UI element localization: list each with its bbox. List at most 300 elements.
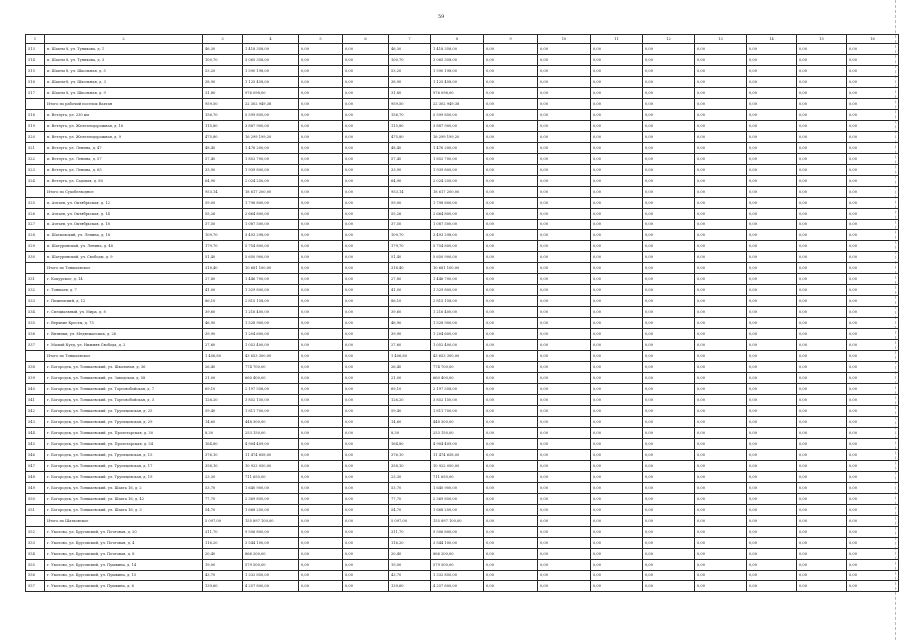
table-row [26,230,899,241]
value-cell: 5 097,00 [203,515,243,526]
value-cell: 2 815 158,00 [243,296,299,307]
value-cell: 5 754 800,00 [431,241,484,252]
column-header-6: 6 [343,35,389,44]
value-cell: 0,00 [695,438,747,449]
value-cell: 3 065 358,00 [431,54,484,65]
value-cell: 0,00 [695,197,747,208]
column-header-5: 5 [299,35,343,44]
value-cell: 0,00 [643,65,695,76]
value-cell: 0,00 [484,186,538,197]
value-cell: 0,00 [591,307,643,318]
value-cell: 0,00 [695,44,747,55]
value-cell: 0,00 [847,197,899,208]
value-cell: 0,00 [695,230,747,241]
value-cell: 5 754 800,00 [243,241,299,252]
value-cell: 0,00 [343,186,389,197]
row-number-cell: 555 [26,559,45,570]
value-cell: 0,00 [538,87,591,98]
address-cell: п. Шахты 8, ул. Тупикова, д. 1 [45,44,203,55]
value-cell: 0,00 [747,285,797,296]
value-cell: 0,00 [643,340,695,351]
table-row [26,142,899,153]
value-cell: 109,70 [389,230,431,241]
value-cell: 0,00 [591,405,643,416]
value-cell: 0,00 [797,460,847,471]
value-cell: 2 024 250,00 [431,175,484,186]
value-cell: 0,00 [484,54,538,65]
value-cell: 1 446 700,00 [243,274,299,285]
value-cell: 0,00 [695,351,747,362]
value-cell: 0,00 [299,44,343,55]
value-cell: 0,00 [695,340,747,351]
value-cell: 253 150,00 [431,427,484,438]
table-row [26,307,899,318]
value-cell: 0,00 [484,241,538,252]
table-row [26,164,899,175]
value-cell: 0,00 [538,416,591,427]
table-row [26,87,899,98]
value-cell: 0,00 [538,109,591,120]
address-cell: п. Шатковский, ул. Ленина, д. 18 [45,230,203,241]
value-cell: 0,00 [299,285,343,296]
address-cell: Итого по рабочий поселок Вахтан [45,98,203,109]
value-cell: 0,00 [591,526,643,537]
value-cell: 0,00 [299,362,343,373]
value-cell: 55,26 [389,208,431,219]
value-cell: 0,00 [299,263,343,274]
row-number-cell: 537 [26,340,45,351]
value-cell: 0,00 [747,307,797,318]
value-cell: 0,00 [847,515,899,526]
value-cell: 959,50 [389,98,431,109]
value-cell: 0,00 [797,197,847,208]
value-cell: 0,00 [747,405,797,416]
value-cell: 0,00 [484,164,538,175]
address-cell: г. Богородск, ул. Тоншаевский, ул. Шахта 16, д. 3 [45,504,203,515]
value-cell: 0,00 [538,395,591,406]
value-cell: 253 150,00 [243,427,299,438]
value-cell: 0,00 [695,131,747,142]
value-cell: 0,00 [747,395,797,406]
value-cell: 0,00 [847,427,899,438]
value-cell: 358,10 [389,460,431,471]
value-cell: 0,00 [695,307,747,318]
value-cell: 3 065 358,00 [243,54,299,65]
value-cell: 139,60 [389,581,431,592]
table-row [26,405,899,416]
value-cell: 53,70 [203,482,243,493]
value-cell: 4 904 409,00 [431,438,484,449]
value-cell: 0,00 [343,460,389,471]
value-cell: 0,00 [797,208,847,219]
value-cell: 0,00 [797,54,847,65]
value-cell: 0,00 [484,471,538,482]
value-cell: 1 204 600,00 [243,329,299,340]
value-cell: 0,00 [747,76,797,87]
value-cell: 953,14 [203,186,243,197]
value-cell: 0,00 [695,54,747,65]
value-cell: 0,00 [343,153,389,164]
table-row [26,285,899,296]
table-row [26,340,899,351]
value-cell: 0,00 [538,570,591,581]
value-cell: 0,00 [747,230,797,241]
value-cell: 100,70 [389,54,431,65]
value-cell: 0,00 [643,460,695,471]
value-cell: 0,00 [747,54,797,65]
value-cell: 1 590 198,00 [431,65,484,76]
value-cell: 0,00 [591,329,643,340]
value-cell: 0,00 [847,559,899,570]
address-cell: г. Уколово, ул. Брусовский, ул. Пушкина, д. 15 [45,570,203,581]
row-number-cell: 527 [26,219,45,230]
address-cell: г. Богородск, ул. Тоншаевский, ул. Школьная, д. 36 [45,362,203,373]
value-cell: 0,00 [747,241,797,252]
row-number-cell: 519 [26,120,45,131]
address-cell: г. Богородск, ул. Тоншаевский, ул. Трупецовская, д. 15 [45,449,203,460]
value-cell: 0,00 [797,329,847,340]
value-cell: 69,10 [389,384,431,395]
value-cell: 0,00 [643,296,695,307]
value-cell: 115,80 [389,120,431,131]
value-cell: 0,00 [299,329,343,340]
table-row [26,395,899,406]
value-cell: 0,00 [484,76,538,87]
table-row [26,44,899,55]
value-cell: 0,00 [695,208,747,219]
address-cell: г. Кокурское, д. 14 [45,274,203,285]
value-cell: 0,00 [484,515,538,526]
value-cell: 0,00 [538,219,591,230]
value-cell: 33,90 [389,164,431,175]
value-cell: 126,20 [389,395,431,406]
value-cell: 0,00 [847,164,899,175]
value-cell: 0,00 [695,153,747,164]
value-cell: 0,00 [343,373,389,384]
value-cell: 0,00 [591,537,643,548]
value-cell: 0,00 [695,252,747,263]
value-cell: 0,00 [299,175,343,186]
value-cell: 37,50 [389,219,431,230]
value-cell: 0,00 [591,460,643,471]
value-cell: 0,00 [538,537,591,548]
row-number-cell: 536 [26,329,45,340]
table-row [26,373,899,384]
value-cell: 0,00 [847,395,899,406]
value-cell: 0,00 [538,98,591,109]
value-cell: 0,00 [343,208,389,219]
value-cell: 155 897 100,00 [431,515,484,526]
value-cell: 0,00 [591,109,643,120]
value-cell: 0,00 [538,175,591,186]
value-cell: 41,00 [389,285,431,296]
value-cell: 0,00 [847,241,899,252]
value-cell: 0,00 [538,65,591,76]
value-cell: 1 125 458,00 [243,76,299,87]
value-cell: 0,00 [299,65,343,76]
value-cell: 59,40 [389,405,431,416]
row-number-cell: 531 [26,274,45,285]
value-cell: 0,00 [538,351,591,362]
column-header-3: 3 [203,35,243,44]
value-cell: 0,00 [695,427,747,438]
value-cell: 57,40 [389,153,431,164]
column-header-2: 2 [45,35,203,44]
value-cell: 0,00 [747,153,797,164]
value-cell: 0,00 [643,559,695,570]
value-cell: 0,00 [695,581,747,592]
value-cell: 0,00 [299,515,343,526]
value-cell: 0,00 [643,153,695,164]
value-cell: 77,70 [203,493,243,504]
value-cell: 1 052 400,00 [431,340,484,351]
value-cell: 0,00 [591,493,643,504]
address-cell: Итого по Тоншаевское [45,263,203,274]
value-cell: 0,00 [797,548,847,559]
value-cell: 0,00 [484,351,538,362]
value-cell: 0,00 [484,373,538,384]
page-number: 59 [438,14,445,20]
value-cell: 64,90 [203,175,243,186]
value-cell: 0,00 [643,548,695,559]
value-cell: 11 474 658,00 [243,449,299,460]
value-cell: 0,00 [695,493,747,504]
value-cell: 2 815 158,00 [431,296,484,307]
value-cell: 711 650,00 [431,471,484,482]
value-cell: 1 528 900,00 [431,318,484,329]
value-cell: 116,20 [389,537,431,548]
column-header-9: 9 [484,35,538,44]
value-cell: 0,00 [343,416,389,427]
address-cell: г. Специальный, ул. Мира, д. 8 [45,307,203,318]
value-cell: 0,00 [747,351,797,362]
value-cell: 0,00 [643,98,695,109]
value-cell: 0,00 [538,274,591,285]
value-cell: 0,00 [538,285,591,296]
address-cell: г. Уколово, ул. Брусовский, ул. Почтовая, д. 20 [45,526,203,537]
value-cell: 0,00 [747,65,797,76]
address-cell: п. Шахты 8, ул. Школьная, д. 5 [45,65,203,76]
value-cell: 0,00 [484,405,538,416]
subtotal-row [26,515,899,526]
value-cell: 0,00 [299,230,343,241]
value-cell: 139,60 [203,581,243,592]
value-cell: 1 125 458,00 [431,76,484,87]
value-cell: 0,00 [643,405,695,416]
value-cell: 0,00 [695,285,747,296]
row-number-cell [26,98,45,109]
value-cell: 0,00 [643,175,695,186]
value-cell: 0,00 [299,482,343,493]
value-cell: 0,00 [538,438,591,449]
table-row [26,241,899,252]
value-cell: 5 599 850,00 [431,109,484,120]
value-cell: 0,00 [643,570,695,581]
value-cell: 0,00 [797,537,847,548]
table-row [26,427,899,438]
value-cell: 21,00 [203,373,243,384]
row-number-cell: 540 [26,384,45,395]
row-number-cell: 529 [26,241,45,252]
table-row [26,559,899,570]
column-header-11: 11 [591,35,643,44]
value-cell: 37,50 [203,219,243,230]
row-number-cell: 535 [26,318,45,329]
row-number-cell [26,515,45,526]
value-cell: 0,00 [591,351,643,362]
value-cell: 318,40 [389,263,431,274]
value-cell: 0,00 [343,120,389,131]
value-cell: 0,00 [343,285,389,296]
row-number-cell [26,351,45,362]
value-cell: 0,00 [591,373,643,384]
row-number-cell [26,186,45,197]
value-cell: 0,00 [343,384,389,395]
table-row [26,76,899,87]
value-cell: 0,00 [695,537,747,548]
value-cell: 54,70 [203,504,243,515]
column-header-10: 10 [538,35,591,44]
value-cell: 1 798 800,00 [243,197,299,208]
address-cell: г. Уколово, ул. Брусовский, ул. Почтовая, д. 4 [45,537,203,548]
value-cell: 0,00 [343,559,389,570]
value-cell: 0,00 [484,208,538,219]
value-cell: 1 476 200,00 [243,142,299,153]
value-cell: 0,00 [538,263,591,274]
value-cell: 0,00 [538,493,591,504]
value-cell: 0,00 [343,570,389,581]
value-cell: 0,00 [695,570,747,581]
value-cell: 0,00 [847,175,899,186]
value-cell: 0,00 [591,318,643,329]
value-cell: 27,60 [389,340,431,351]
value-cell: 0,00 [484,307,538,318]
value-cell: 27,80 [203,274,243,285]
value-cell: 0,00 [847,44,899,55]
value-cell: 0,00 [538,44,591,55]
value-cell: 1 640 900,00 [243,482,299,493]
value-cell: 0,00 [747,219,797,230]
value-cell: 0,00 [797,164,847,175]
row-number-cell: 526 [26,208,45,219]
value-cell: 0,00 [747,329,797,340]
value-cell: 38,90 [389,76,431,87]
row-number-cell: 513 [26,44,45,55]
value-cell: 46,90 [203,318,243,329]
value-cell: 0,00 [747,120,797,131]
value-cell: 0,00 [591,175,643,186]
column-header-14: 14 [747,35,797,44]
value-cell: 0,00 [643,197,695,208]
value-cell: 0,00 [299,416,343,427]
value-cell: 0,00 [484,274,538,285]
value-cell: 22 302 949,38 [431,98,484,109]
value-cell: 0,00 [484,537,538,548]
value-cell: 0,00 [747,493,797,504]
value-cell: 0,00 [538,504,591,515]
value-cell: 0,00 [484,285,538,296]
value-cell: 0,00 [695,318,747,329]
value-cell: 0,00 [747,526,797,537]
value-cell: 0,00 [591,44,643,55]
value-cell: 0,00 [299,142,343,153]
row-number-cell: 554 [26,548,45,559]
value-cell: 26,40 [203,362,243,373]
value-cell: 51,40 [203,252,243,263]
value-cell: 0,00 [343,581,389,592]
value-cell: 0,00 [538,230,591,241]
value-cell: 0,00 [747,504,797,515]
value-cell: 1 216 400,00 [243,307,299,318]
value-cell: 0,00 [591,395,643,406]
value-cell: 1 418 358,00 [431,44,484,55]
value-cell: 1 087 500,00 [431,219,484,230]
row-number-cell: 534 [26,307,45,318]
value-cell: 0,00 [299,186,343,197]
value-cell: 31,80 [389,87,431,98]
value-cell: 0,00 [747,515,797,526]
value-cell: 1 418 358,00 [243,44,299,55]
row-number-cell: 557 [26,581,45,592]
address-cell: Итого по Сухобезводное [45,186,203,197]
value-cell: 0,00 [484,263,538,274]
value-cell: 0,00 [797,44,847,55]
value-cell: 0,00 [643,537,695,548]
subtotal-row [26,98,899,109]
address-cell: г. Богородск, ул. Тоншаевский, ул. Шахта 16, д. 2 [45,482,203,493]
value-cell: 0,00 [695,76,747,87]
value-cell: 39,90 [203,329,243,340]
value-cell: 0,00 [591,230,643,241]
value-cell: 0,00 [343,175,389,186]
value-cell: 39,60 [203,307,243,318]
value-cell: 0,00 [695,362,747,373]
value-cell: 0,00 [747,482,797,493]
row-number-cell: 514 [26,54,45,65]
value-cell: 0,00 [797,120,847,131]
table-row [26,296,899,307]
value-cell: 0,00 [591,570,643,581]
value-cell: 0,00 [797,186,847,197]
value-cell: 0,00 [643,384,695,395]
value-cell: 0,00 [797,340,847,351]
value-cell: 0,00 [747,208,797,219]
value-cell: 0,00 [747,416,797,427]
value-cell: 0,00 [797,230,847,241]
value-cell: 0,00 [847,384,899,395]
value-cell: 376,10 [389,449,431,460]
value-cell: 0,00 [747,438,797,449]
value-cell: 0,00 [343,54,389,65]
value-cell: 0,00 [591,219,643,230]
row-number-cell: 548 [26,471,45,482]
value-cell: 0,00 [343,329,389,340]
value-cell: 0,00 [695,175,747,186]
column-header-12: 12 [643,35,695,44]
value-cell: 0,00 [797,449,847,460]
address-cell: п. Ветлуга, ул. Железнодорожная, д. 16 [45,120,203,131]
row-number-cell: 545 [26,438,45,449]
value-cell: 0,00 [643,241,695,252]
value-cell: 0,00 [299,460,343,471]
value-cell: 5 650 900,00 [243,252,299,263]
value-cell: 1 406,80 [389,351,431,362]
value-cell: 2 024 250,00 [243,175,299,186]
value-cell: 0,00 [343,109,389,120]
value-cell: 0,00 [747,164,797,175]
value-cell: 376,10 [203,449,243,460]
value-cell: 0,00 [847,186,899,197]
